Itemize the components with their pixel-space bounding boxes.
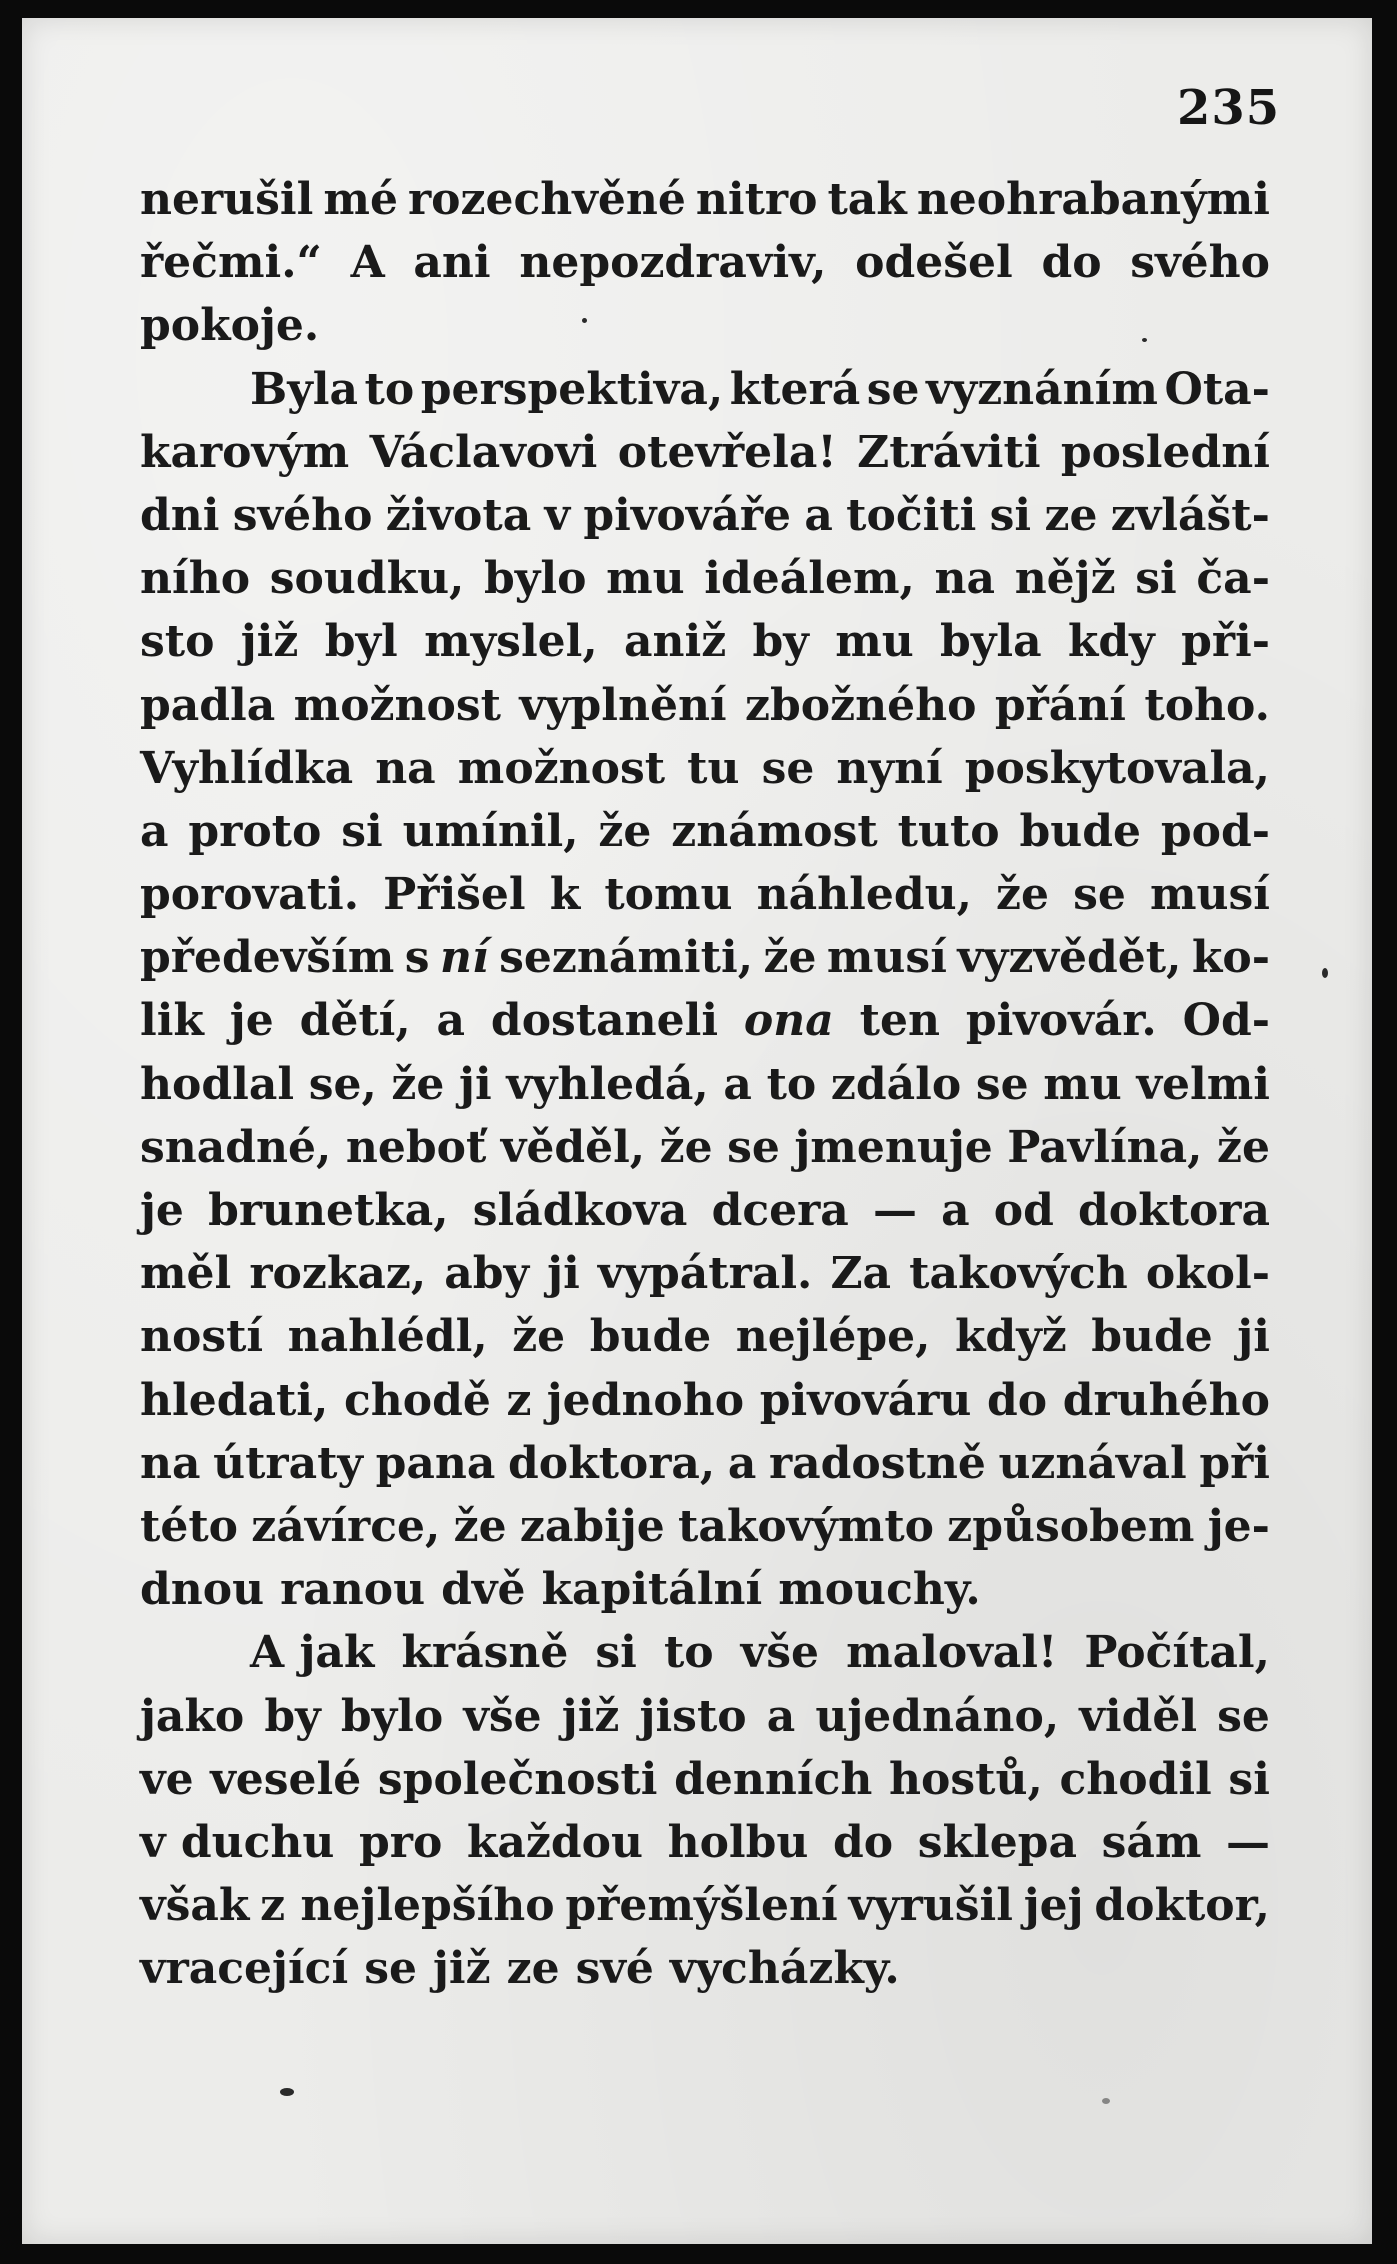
word: při [1199,1437,1270,1489]
word: že [763,932,817,984]
word: již [561,1690,620,1742]
word: Pavlína, [1007,1121,1203,1173]
word: dcera [711,1185,849,1236]
word: této [140,1500,238,1552]
text-line [140,294,1270,357]
word: ranou [280,1564,426,1616]
text-line [140,1874,1270,1937]
word: — [1226,1816,1270,1868]
word: kapitální [541,1564,763,1616]
word: Vyhlídka [140,742,354,794]
word: ji [547,1248,580,1300]
word: hodlal [140,1058,295,1110]
word: tu [687,742,740,794]
text-line [140,1179,1270,1242]
word: rozechvěné [407,174,686,225]
word: sklepa [917,1816,1077,1868]
word: ve [140,1753,194,1805]
word: holbu [667,1816,809,1868]
word: vyrušil [848,1880,1013,1932]
word: maloval! [846,1627,1058,1679]
word: do [987,1374,1048,1426]
word: nerušil [140,174,314,225]
word: se [761,742,815,794]
word: velmi [1136,1058,1270,1110]
word: okol- [1145,1248,1270,1300]
text-line [140,484,1270,547]
text-line [140,1432,1270,1495]
word: kdy [1067,616,1155,668]
word: řečmi.“ [140,237,322,289]
word: ního [140,553,251,605]
word: tuto [897,805,1000,857]
word: Počítal, [1084,1627,1270,1679]
word: Za [830,1248,892,1300]
word: vypátral. [597,1248,813,1300]
word: již [240,616,299,668]
word: chodil [1059,1753,1212,1805]
word: — [872,1185,917,1236]
word: do [1041,237,1102,289]
word: pivováře [583,489,792,541]
word: neohrabanými [916,174,1270,225]
word: perspektiva, [420,363,724,415]
word: ní [439,932,489,984]
word: vyhledá, [506,1058,709,1110]
word: A [350,237,385,289]
word: je [140,1185,184,1236]
text-line [140,1242,1270,1305]
word: náhledu, [756,869,972,921]
word: takových [909,1248,1128,1300]
word: dostaneli [490,995,719,1047]
word: ten [859,995,940,1047]
word: svého [1130,237,1270,289]
word: byl [324,616,398,668]
text-line [140,989,1270,1052]
word: že [453,1500,507,1552]
word: se [364,1943,417,1995]
word: A jak [250,1627,375,1679]
word: dvě [441,1564,526,1616]
text-line [140,1305,1270,1368]
word: ze [1044,489,1098,541]
word: když [954,1311,1067,1363]
word: již [432,1943,491,1995]
word: zdálo [830,1058,962,1110]
word: přemýšlení [565,1880,838,1932]
word: ností [140,1311,264,1363]
word: snadné, [140,1121,332,1173]
text-line [140,1116,1270,1179]
word: se [975,1058,1029,1110]
word: bude [589,1311,712,1363]
word: do [833,1816,894,1868]
text-line [140,1053,1270,1116]
word: že [598,805,652,857]
text-line [140,926,1270,989]
word: ani [413,237,491,289]
print-speck [582,318,587,323]
word: z jednoho [506,1374,745,1426]
word: neboť [345,1121,487,1173]
word: která [729,363,861,415]
word: s [404,932,430,984]
book-page [22,18,1372,2244]
word: toho. [1144,679,1270,731]
word: uznával [998,1437,1187,1489]
word: na [140,1437,201,1489]
word: vyzvědět, [957,932,1182,984]
word: ča- [1196,553,1270,605]
word: si [989,489,1032,541]
word: poslední [1060,426,1270,478]
word: a [723,1058,752,1110]
word: mu [606,553,685,605]
word: ideálem, [704,553,915,605]
word: bylo [484,553,587,605]
word: se [1217,1690,1270,1742]
word: pana [375,1437,496,1489]
word: na [375,742,436,794]
word: umínil, [402,805,579,857]
text-line [140,863,1270,926]
word: ujednáno, [815,1690,1060,1742]
word: možnost [293,679,501,731]
text-line [140,1369,1270,1432]
word: padla [140,679,276,731]
word: nějž [1014,553,1116,605]
word: krásně [401,1627,569,1679]
word: ji [459,1058,492,1110]
word: poskytovala, [964,742,1270,794]
word: a [766,1690,796,1742]
word: doktor, [1094,1880,1270,1932]
text-line [140,1748,1270,1811]
word: měl [140,1248,232,1300]
word: zbožného [745,679,977,731]
word: Od- [1182,995,1270,1047]
word: vše [463,1690,542,1742]
word: druhého [1062,1374,1270,1426]
word: jisto [639,1690,747,1742]
word: lik [140,995,204,1047]
text-line [140,674,1270,737]
word: ko- [1191,932,1270,984]
word: soudku, [269,553,465,605]
word: odešel [855,237,1013,289]
word: si [1228,1753,1270,1805]
word: to [364,363,415,415]
text-line [140,1558,1270,1621]
word: ze [506,1943,560,1995]
word: však [140,1880,250,1932]
word: Byla [250,363,358,415]
word: jako [140,1690,245,1742]
word: hledati, [140,1374,329,1426]
text-line [140,1621,1270,1684]
word: tomu [604,869,733,921]
word: svého [232,489,373,541]
word: nitro [695,174,818,225]
page-number: 235 [1177,80,1281,136]
word: mé [323,174,398,225]
text-line [140,1811,1270,1874]
word: to [663,1627,714,1679]
word: viděl [1079,1690,1198,1742]
word: své [575,1943,654,1995]
word: brunetka, [208,1185,449,1236]
word: z nejlepšího [260,1880,555,1932]
print-speck [1142,338,1147,342]
text-line [140,1495,1270,1558]
word: sto [140,616,215,668]
word: nahlédl, [287,1311,488,1363]
word: byla [940,616,1042,668]
word: se, [308,1058,377,1110]
word: seznámiti, [499,932,754,984]
word: pivováru [759,1374,972,1426]
word: vyplnění [519,679,727,731]
word: že [659,1121,713,1173]
word: mu [1043,1058,1122,1110]
text-line [140,358,1270,421]
word: způsobem [947,1500,1195,1552]
word: při- [1181,616,1270,668]
word: bude [1019,805,1141,857]
word: známost [671,805,878,857]
word: dnou [140,1564,265,1616]
word: veselé [210,1753,362,1805]
word: a [140,805,169,857]
word: sám [1101,1816,1202,1868]
word: zvlášt- [1110,489,1270,541]
word: porovati. [140,869,360,921]
word: je [229,995,274,1047]
word: se [866,363,920,415]
word: pod- [1160,805,1270,857]
word: aby [444,1248,530,1300]
word: aniž [624,616,727,668]
word: že [996,869,1049,921]
word: dětí, [299,995,411,1047]
word: a [804,489,833,541]
word: Václavovi [369,426,598,478]
word: věděl, [500,1121,646,1173]
word: vše [740,1627,820,1679]
word: by [264,1690,321,1742]
text-line [140,610,1270,673]
word: že [1216,1121,1270,1173]
word: bude [1091,1311,1213,1363]
word: radostně [768,1437,986,1489]
text-line [140,168,1270,231]
word: a [727,1437,757,1489]
word: pro [359,1816,443,1868]
text-line [140,1937,1270,2000]
text-line [140,421,1270,484]
word: by [752,616,809,668]
word: závírce, [251,1500,441,1552]
word: proto [188,805,322,857]
word: mu [835,616,914,668]
print-speck [280,2088,294,2096]
word: denních [674,1753,873,1805]
word: a [941,1185,970,1236]
word: točiti [846,489,977,541]
word: bylo [340,1690,444,1742]
word: otevřela! [617,426,837,478]
word: na [934,553,996,605]
text-line [140,547,1270,610]
word: doktora [1078,1185,1270,1236]
word: myslel, [424,616,598,668]
word: Přišel [383,869,526,921]
text-line [140,800,1270,863]
word: karovým [140,426,350,478]
word: společnosti [377,1753,658,1805]
word: ji [1237,1311,1270,1363]
word: si [595,1627,637,1679]
word: to [766,1058,817,1110]
word: nepozdraviv, [519,237,827,289]
word: od [993,1185,1054,1236]
word: mouchy. [778,1564,981,1616]
word: jmenuje [794,1121,993,1173]
word: útraty [213,1437,363,1489]
word: ona [743,995,834,1047]
word: musí [826,932,947,984]
word: musí [1149,869,1270,921]
word: hostů, [889,1753,1043,1805]
word: pokoje. [140,300,320,352]
word: je- [1207,1500,1270,1552]
word: tak [827,174,907,225]
word: doktora, [507,1437,716,1489]
word: v duchu [140,1816,335,1868]
text-line [140,737,1270,800]
word: a [436,995,466,1047]
word: že [512,1311,566,1363]
body-text [140,168,1270,2000]
print-speck [1102,2098,1110,2104]
text-line [140,1685,1270,1748]
print-speck [1322,968,1328,978]
word: vycházky. [669,1943,900,1995]
word: vyznáním [926,363,1158,415]
word: si [1135,553,1177,605]
word: Ztráviti [857,426,1041,478]
word: že [391,1058,445,1110]
word: Ota- [1164,363,1270,415]
word: především [140,932,395,984]
word: v [544,489,571,541]
word: sládkova [472,1185,688,1236]
word: nyní [836,742,943,794]
word: přání [994,679,1126,731]
text-line [140,231,1270,294]
word: vracející [140,1943,349,1995]
word: jej [1023,1880,1084,1932]
word: pivovár. [965,995,1157,1047]
word: se [727,1121,780,1173]
word: k [549,869,581,921]
word: chodě [343,1374,491,1426]
word: dni [140,489,220,541]
word: si [341,805,383,857]
word: se [1073,869,1126,921]
word: zabije [519,1500,665,1552]
word: života [385,489,532,541]
word: možnost [457,742,666,794]
word: takovýmto [678,1500,935,1552]
word: nejlépe, [735,1311,931,1363]
word: rozkaz, [249,1248,427,1300]
word: každou [466,1816,643,1868]
